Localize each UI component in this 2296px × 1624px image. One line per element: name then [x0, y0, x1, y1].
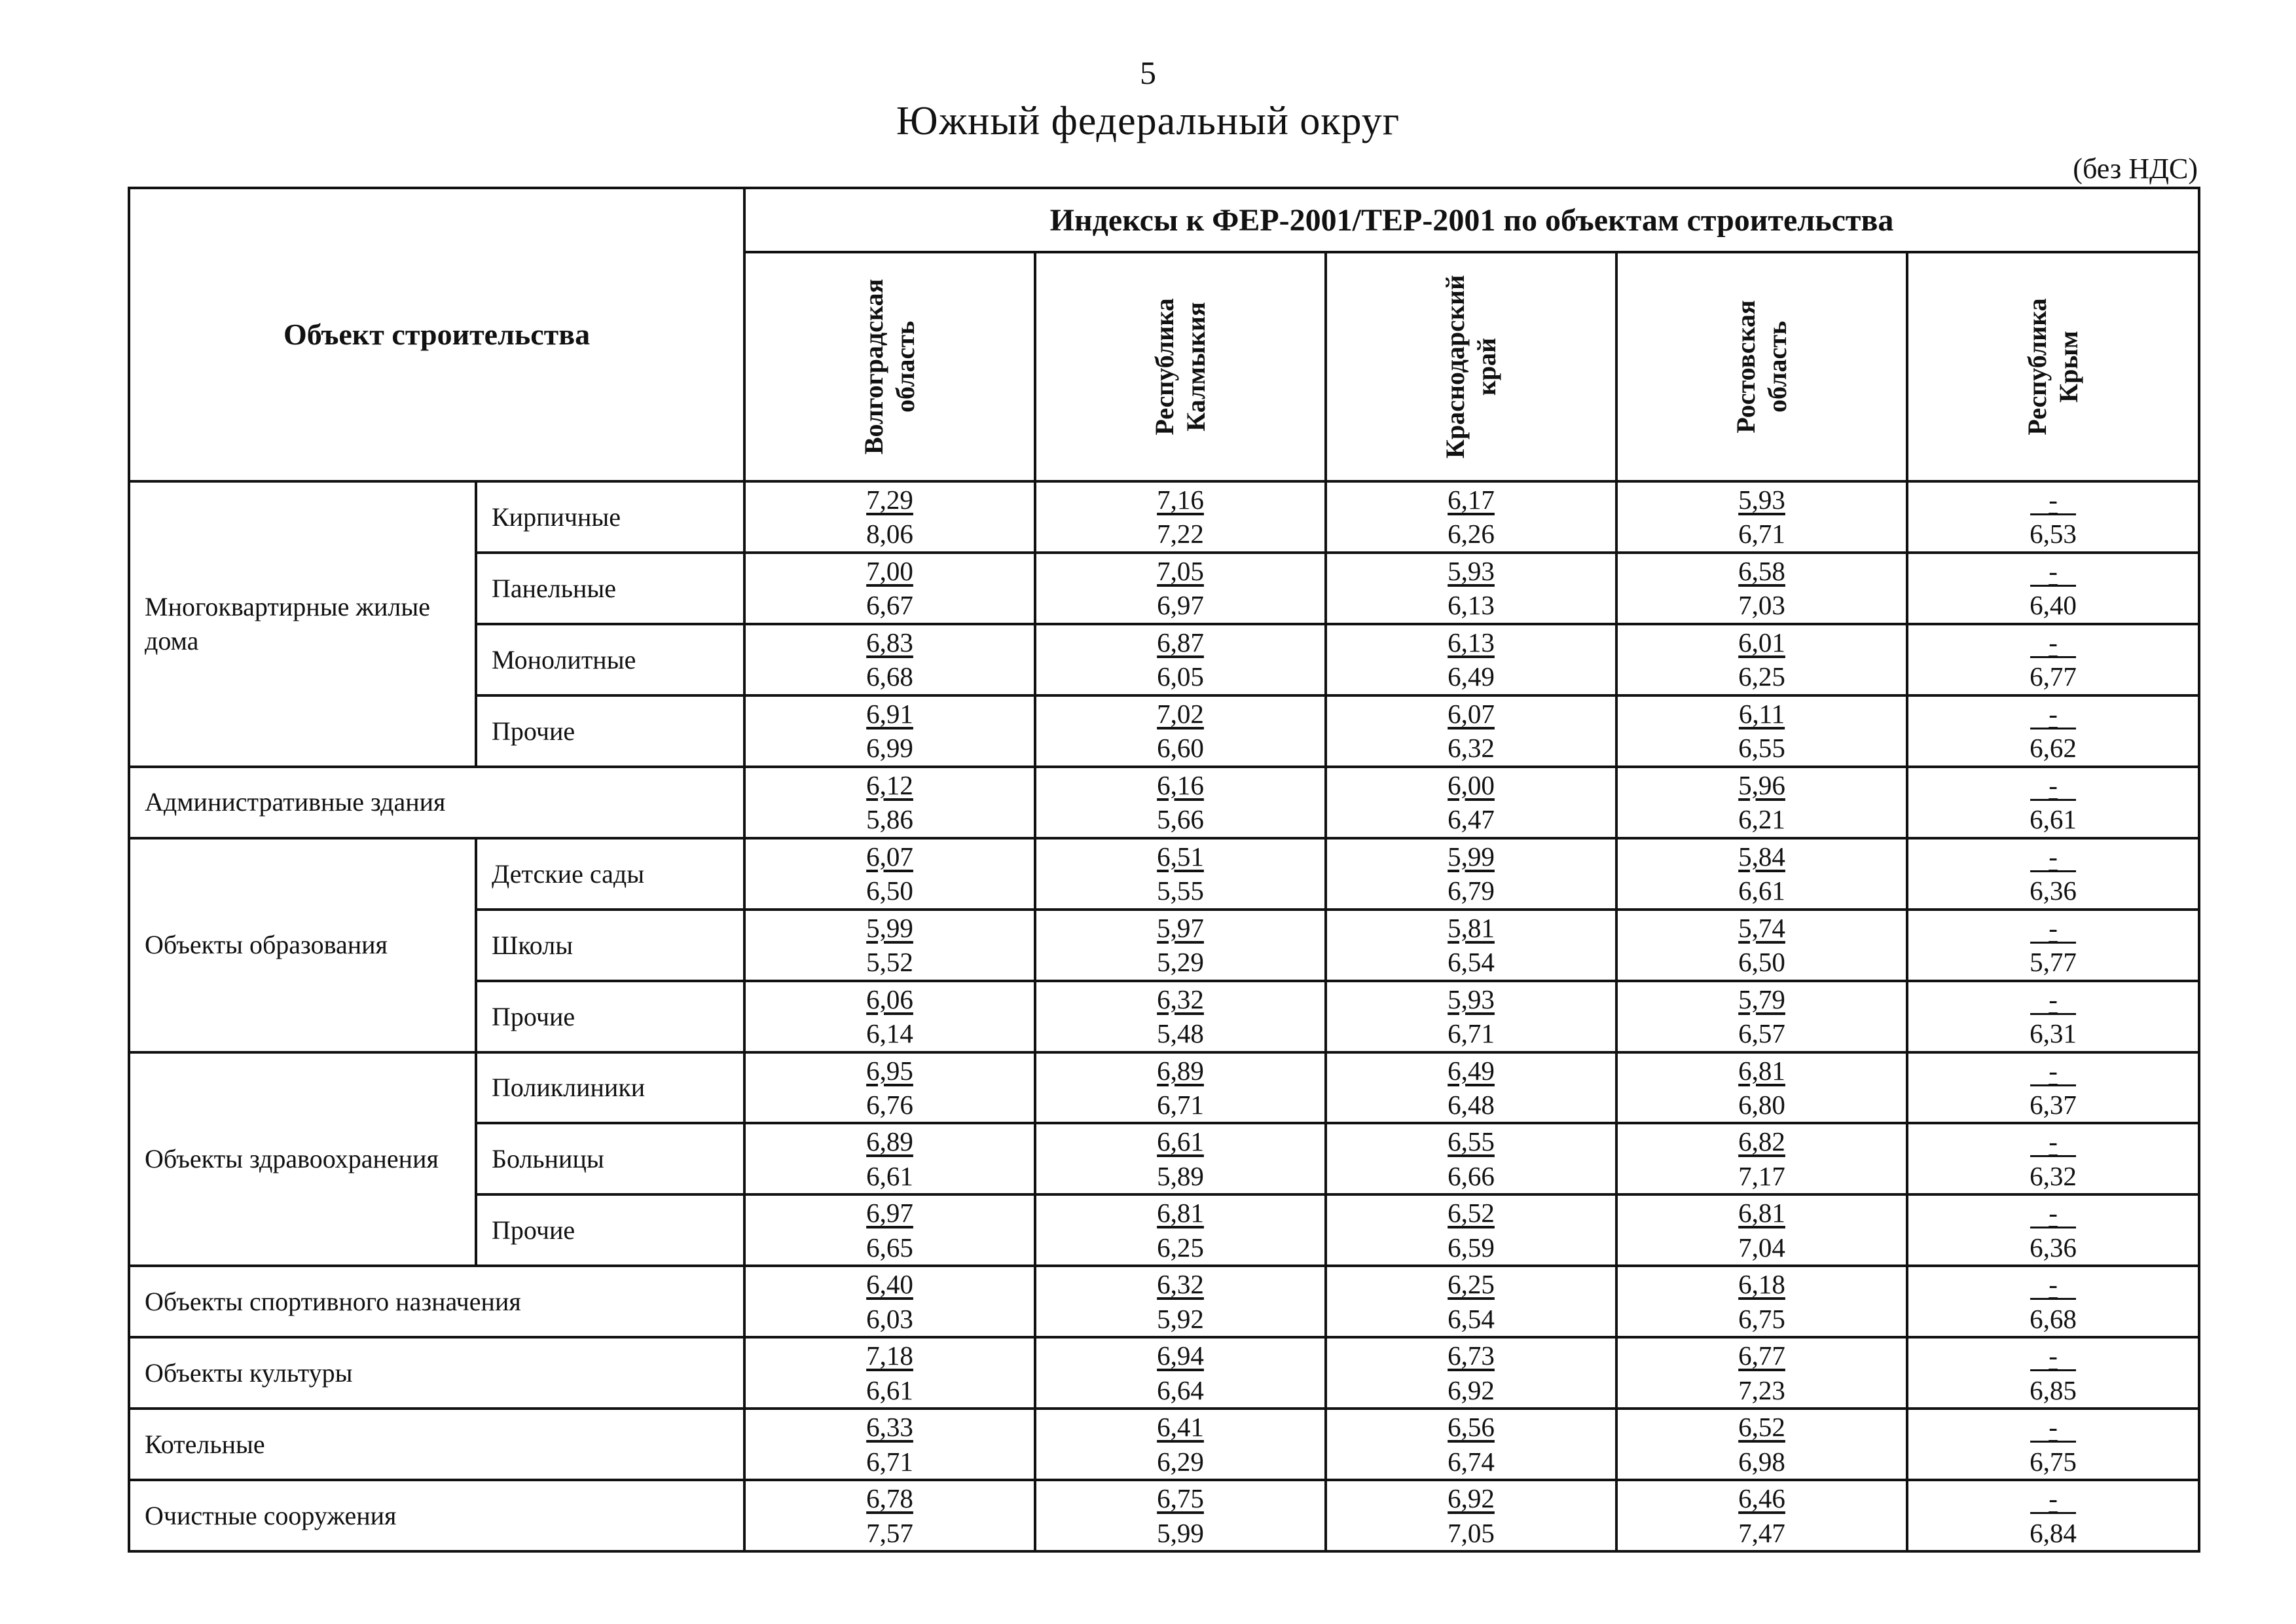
object-subtype-label: Детские сады	[476, 838, 744, 910]
index-cell	[744, 838, 1035, 910]
index-cell	[1616, 838, 1907, 910]
index-ter-value: 6,98	[1738, 1446, 1785, 1477]
index-cell	[1616, 553, 1907, 624]
index-cell	[1616, 1480, 1907, 1551]
index-ter-value: 6,65	[866, 1232, 913, 1263]
index-fer-value: 6,41	[1157, 1412, 1204, 1443]
index-cell	[1326, 838, 1616, 910]
index-ter-value: 6,68	[866, 661, 913, 692]
index-cell	[1907, 1337, 2199, 1409]
index-fer-value: 6,81	[1738, 1055, 1785, 1086]
index-cell	[1907, 981, 2199, 1052]
index-ter-value: 7,03	[1738, 590, 1785, 621]
index-fer-value: 6,40	[866, 1269, 913, 1300]
table-row	[129, 1266, 2199, 1337]
index-ter-value: 6,61	[1738, 876, 1785, 906]
index-ter-value: 6,61	[866, 1375, 913, 1405]
index-fer-value: 6,55	[1448, 1126, 1495, 1157]
index-fer-value: 7,16	[1157, 485, 1204, 515]
indices-table	[128, 187, 2200, 1553]
index-ter-value: 7,04	[1738, 1232, 1785, 1263]
index-fer-value: -	[2030, 1485, 2076, 1514]
table-row	[129, 1409, 2199, 1480]
index-ter-value: 8,06	[866, 519, 913, 549]
object-subtype-label: Поликлиники	[476, 1052, 744, 1124]
index-fer-value: 6,78	[866, 1483, 913, 1514]
object-group-label: Котельные	[129, 1409, 744, 1480]
index-cell	[1907, 1194, 2199, 1266]
index-fer-value: 6,89	[866, 1126, 913, 1157]
index-ter-value: 7,05	[1448, 1517, 1495, 1548]
index-cell	[1616, 767, 1907, 838]
index-fer-value: 7,18	[866, 1340, 913, 1371]
index-cell	[744, 1123, 1035, 1194]
index-fer-value: 6,17	[1448, 485, 1495, 515]
index-ter-value: 6,61	[866, 1160, 913, 1191]
index-cell	[1616, 1337, 1907, 1409]
object-group-label: Объекты культуры	[129, 1337, 744, 1409]
object-group-label: Объекты здравоохранения	[129, 1052, 476, 1266]
index-ter-value: 6,36	[2030, 1232, 2077, 1263]
index-fer-value: 6,07	[866, 841, 913, 872]
index-cell	[1035, 1337, 1326, 1409]
index-fer-value: 6,91	[866, 698, 913, 729]
index-ter-value: 6,67	[866, 590, 913, 621]
index-cell	[1326, 1123, 1616, 1194]
indices-header: Индексы к ФЕР-2001/ТЕР-2001 по объектам строительства	[744, 188, 2199, 252]
index-ter-value: 6,74	[1448, 1446, 1495, 1477]
index-cell	[1907, 1480, 2199, 1551]
region-label: Ростовская область	[1731, 300, 1793, 434]
index-ter-value: 6,80	[1738, 1089, 1785, 1120]
index-fer-value: 5,84	[1738, 841, 1785, 872]
index-ter-value: 5,89	[1157, 1160, 1204, 1191]
index-ter-value: 6,50	[1738, 947, 1785, 978]
index-fer-value: 6,56	[1448, 1412, 1495, 1443]
index-ter-value: 6,03	[866, 1303, 913, 1334]
index-ter-value: 6,64	[1157, 1375, 1204, 1405]
index-fer-value: 6,58	[1738, 555, 1785, 586]
index-fer-value: 6,83	[866, 627, 913, 657]
index-cell	[1907, 553, 2199, 624]
index-fer-value: 6,61	[1157, 1126, 1204, 1157]
index-fer-value: 7,02	[1157, 698, 1204, 729]
index-ter-value: 6,50	[866, 876, 913, 906]
index-cell	[1616, 1266, 1907, 1337]
index-fer-value: 6,81	[1157, 1198, 1204, 1228]
index-cell	[1326, 624, 1616, 695]
index-ter-value: 5,77	[2030, 947, 2077, 978]
index-fer-value: 5,79	[1738, 984, 1785, 1014]
index-cell	[1035, 981, 1326, 1052]
index-fer-value: -	[2030, 843, 2076, 872]
index-ter-value: 6,54	[1448, 1303, 1495, 1334]
index-ter-value: 6,55	[1738, 733, 1785, 764]
index-cell	[1616, 1409, 1907, 1480]
index-fer-value: 6,12	[866, 769, 913, 800]
object-subtype-label: Прочие	[476, 1194, 744, 1266]
index-cell	[1616, 695, 1907, 767]
object-header: Объект строительства	[129, 188, 744, 481]
index-ter-value: 6,62	[2030, 733, 2077, 764]
index-cell	[1616, 1052, 1907, 1124]
index-fer-value: 6,07	[1448, 698, 1495, 729]
index-cell	[1035, 767, 1326, 838]
index-ter-value: 6,47	[1448, 804, 1495, 835]
index-cell	[744, 1194, 1035, 1266]
index-cell	[1326, 553, 1616, 624]
object-subtype-label: Прочие	[476, 981, 744, 1052]
index-ter-value: 6,84	[2030, 1517, 2077, 1548]
index-cell	[744, 553, 1035, 624]
index-fer-value: 6,06	[866, 984, 913, 1014]
index-ter-value: 6,97	[1157, 590, 1204, 621]
index-fer-value: -	[2030, 701, 2076, 729]
index-cell	[744, 1266, 1035, 1337]
index-ter-value: 6,79	[1448, 876, 1495, 906]
index-ter-value: 6,32	[2030, 1160, 2077, 1191]
index-ter-value: 7,57	[866, 1517, 913, 1548]
index-ter-value: 6,76	[866, 1089, 913, 1120]
index-ter-value: 6,77	[2030, 661, 2077, 692]
index-ter-value: 6,25	[1157, 1232, 1204, 1263]
index-cell	[1035, 1052, 1326, 1124]
index-cell	[1326, 767, 1616, 838]
index-ter-value: 5,48	[1157, 1018, 1204, 1049]
index-ter-value: 5,86	[866, 804, 913, 835]
index-fer-value: -	[2030, 1128, 2076, 1157]
object-subtype-label: Школы	[476, 910, 744, 981]
index-ter-value: 6,99	[866, 733, 913, 764]
index-ter-value: 6,25	[1738, 661, 1785, 692]
index-cell	[1326, 1480, 1616, 1551]
index-cell	[1907, 767, 2199, 838]
index-ter-value: 6,37	[2030, 1089, 2077, 1120]
index-cell	[1616, 1194, 1907, 1266]
index-cell	[1326, 695, 1616, 767]
index-fer-value: 6,52	[1448, 1198, 1495, 1228]
region-label: Республика Крым	[2022, 298, 2084, 435]
page-title: Южный федеральный округ	[896, 99, 1400, 143]
index-cell	[1616, 624, 1907, 695]
index-fer-value: -	[2030, 1058, 2076, 1086]
index-cell	[744, 767, 1035, 838]
index-fer-value: 5,93	[1738, 485, 1785, 515]
index-cell	[1326, 481, 1616, 553]
region-header	[1907, 252, 2199, 481]
index-fer-value: 6,25	[1448, 1269, 1495, 1300]
index-fer-value: 5,81	[1448, 912, 1495, 943]
index-ter-value: 6,66	[1448, 1160, 1495, 1191]
index-fer-value: 6,52	[1738, 1412, 1785, 1443]
index-fer-value: 6,11	[1738, 698, 1785, 729]
object-subtype-label: Панельные	[476, 553, 744, 624]
index-cell	[744, 910, 1035, 981]
index-fer-value: 6,77	[1738, 1340, 1785, 1371]
index-fer-value: 5,99	[866, 912, 913, 943]
index-cell	[1035, 1194, 1326, 1266]
index-ter-value: 6,14	[866, 1018, 913, 1049]
index-ter-value: 7,47	[1738, 1517, 1785, 1548]
page-number: 5	[1140, 54, 1156, 91]
object-subtype-label: Монолитные	[476, 624, 744, 695]
index-fer-value: -	[2030, 487, 2076, 515]
index-ter-value: 6,40	[2030, 590, 2077, 621]
index-fer-value: 5,93	[1448, 984, 1495, 1014]
index-cell	[1326, 1052, 1616, 1124]
index-fer-value: 6,51	[1157, 841, 1204, 872]
index-fer-value: 6,81	[1738, 1198, 1785, 1228]
index-cell	[1035, 624, 1326, 695]
index-ter-value: 6,53	[2030, 519, 2077, 549]
index-cell	[1035, 553, 1326, 624]
index-fer-value: 6,33	[866, 1412, 913, 1443]
region-header	[744, 252, 1035, 481]
object-group-label: Объекты образования	[129, 838, 476, 1052]
index-fer-value: -	[2030, 558, 2076, 587]
index-cell	[1035, 910, 1326, 981]
object-group-label: Объекты спортивного назначения	[129, 1266, 744, 1337]
index-ter-value: 6,59	[1448, 1232, 1495, 1263]
index-cell	[1907, 838, 2199, 910]
index-cell	[1907, 1123, 2199, 1194]
index-fer-value: 5,97	[1157, 912, 1204, 943]
index-ter-value: 6,57	[1738, 1018, 1785, 1049]
index-ter-value: 5,92	[1157, 1303, 1204, 1334]
index-fer-value: 6,49	[1448, 1055, 1495, 1086]
index-ter-value: 6,60	[1157, 733, 1204, 764]
index-cell	[1326, 910, 1616, 981]
object-subtype-label: Прочие	[476, 695, 744, 767]
index-fer-value: 6,94	[1157, 1340, 1204, 1371]
object-group-label: Многоквартирные жилые дома	[129, 481, 476, 767]
index-cell	[744, 981, 1035, 1052]
index-cell	[1326, 1266, 1616, 1337]
index-ter-value: 7,22	[1157, 519, 1204, 549]
index-fer-value: -	[2030, 1200, 2076, 1228]
index-fer-value: -	[2030, 629, 2076, 658]
index-cell	[1907, 1052, 2199, 1124]
index-cell	[1035, 1123, 1326, 1194]
index-ter-value: 5,99	[1157, 1517, 1204, 1548]
index-fer-value: -	[2030, 772, 2076, 801]
index-fer-value: 7,29	[866, 485, 913, 515]
index-cell	[1616, 481, 1907, 553]
index-fer-value: 6,82	[1738, 1126, 1785, 1157]
index-cell	[744, 624, 1035, 695]
index-ter-value: 5,55	[1157, 876, 1204, 906]
index-cell	[1907, 910, 2199, 981]
index-cell	[1907, 624, 2199, 695]
table-row	[129, 838, 2199, 910]
table-row	[129, 1337, 2199, 1409]
table-row	[129, 1052, 2199, 1124]
index-cell	[1326, 1194, 1616, 1266]
object-group-label: Административные здания	[129, 767, 744, 838]
index-cell	[1907, 481, 2199, 553]
index-ter-value: 6,13	[1448, 590, 1495, 621]
index-ter-value: 6,05	[1157, 661, 1204, 692]
index-cell	[1326, 981, 1616, 1052]
index-ter-value: 5,66	[1157, 804, 1204, 835]
index-cell	[1035, 838, 1326, 910]
index-fer-value: 6,46	[1738, 1483, 1785, 1514]
index-cell	[1616, 910, 1907, 981]
index-ter-value: 6,85	[2030, 1375, 2077, 1405]
index-cell	[1616, 1123, 1907, 1194]
object-subtype-label: Больницы	[476, 1123, 744, 1194]
index-ter-value: 5,52	[866, 947, 913, 978]
index-ter-value: 6,29	[1157, 1446, 1204, 1477]
index-cell	[744, 1480, 1035, 1551]
index-fer-value: 6,32	[1157, 1269, 1204, 1300]
index-cell	[1326, 1409, 1616, 1480]
index-fer-value: 7,00	[866, 555, 913, 586]
index-fer-value: 6,00	[1448, 769, 1495, 800]
index-ter-value: 6,26	[1448, 519, 1495, 549]
index-fer-value: 6,89	[1157, 1055, 1204, 1086]
object-group-label: Очистные сооружения	[129, 1480, 744, 1551]
region-header	[1035, 252, 1326, 481]
index-fer-value: 6,95	[866, 1055, 913, 1086]
index-ter-value: 6,48	[1448, 1089, 1495, 1120]
index-ter-value: 6,32	[1448, 733, 1495, 764]
index-ter-value: 6,75	[2030, 1446, 2077, 1477]
index-fer-value: -	[2030, 1414, 2076, 1443]
index-ter-value: 6,21	[1738, 804, 1785, 835]
index-ter-value: 6,71	[1157, 1089, 1204, 1120]
index-cell	[1907, 695, 2199, 767]
index-ter-value: 6,31	[2030, 1018, 2077, 1049]
index-cell	[1907, 1266, 2199, 1337]
index-cell	[1035, 1480, 1326, 1551]
index-cell	[1035, 1266, 1326, 1337]
region-label: Республика Калмыкия	[1150, 298, 1211, 435]
index-cell	[1035, 695, 1326, 767]
index-ter-value: 5,29	[1157, 947, 1204, 978]
index-fer-value: 6,92	[1448, 1483, 1495, 1514]
index-ter-value: 6,54	[1448, 947, 1495, 978]
index-cell	[1907, 1409, 2199, 1480]
index-fer-value: 6,75	[1157, 1483, 1204, 1514]
index-ter-value: 7,23	[1738, 1375, 1785, 1405]
table-row	[129, 767, 2199, 838]
index-fer-value: 5,99	[1448, 841, 1495, 872]
index-cell	[1035, 481, 1326, 553]
index-fer-value: -	[2030, 1271, 2076, 1300]
region-label: Волгоградская область	[859, 278, 920, 455]
index-fer-value: 6,16	[1157, 769, 1204, 800]
index-ter-value: 6,92	[1448, 1375, 1495, 1405]
index-fer-value: 7,05	[1157, 555, 1204, 586]
index-fer-value: 5,93	[1448, 555, 1495, 586]
index-cell	[1326, 1337, 1616, 1409]
region-header	[1616, 252, 1907, 481]
index-fer-value: -	[2030, 986, 2076, 1015]
vat-note: (без НДС)	[2073, 153, 2198, 185]
index-ter-value: 6,71	[1738, 519, 1785, 549]
index-fer-value: 6,87	[1157, 627, 1204, 657]
index-cell	[744, 481, 1035, 553]
index-fer-value: 6,13	[1448, 627, 1495, 657]
index-ter-value: 6,68	[2030, 1303, 2077, 1334]
index-ter-value: 6,71	[866, 1446, 913, 1477]
index-cell	[1616, 981, 1907, 1052]
index-ter-value: 6,75	[1738, 1303, 1785, 1334]
index-cell	[1035, 1409, 1326, 1480]
region-header	[1326, 252, 1616, 481]
index-ter-value: 6,71	[1448, 1018, 1495, 1049]
index-ter-value: 6,49	[1448, 661, 1495, 692]
index-fer-value: -	[2030, 915, 2076, 944]
index-fer-value: 6,97	[866, 1198, 913, 1228]
index-ter-value: 6,36	[2030, 876, 2077, 906]
index-fer-value: 6,32	[1157, 984, 1204, 1014]
table-row	[129, 481, 2199, 553]
table-row	[129, 1480, 2199, 1551]
object-subtype-label: Кирпичные	[476, 481, 744, 553]
index-cell	[744, 695, 1035, 767]
index-cell	[744, 1052, 1035, 1124]
index-fer-value: 6,73	[1448, 1340, 1495, 1371]
region-label: Краснодарский край	[1440, 274, 1502, 459]
index-fer-value: -	[2030, 1342, 2076, 1371]
index-cell	[744, 1409, 1035, 1480]
index-fer-value: 5,96	[1738, 769, 1785, 800]
index-fer-value: 5,74	[1738, 912, 1785, 943]
index-fer-value: 6,01	[1738, 627, 1785, 657]
index-ter-value: 7,17	[1738, 1160, 1785, 1191]
index-fer-value: 6,18	[1738, 1269, 1785, 1300]
index-cell	[744, 1337, 1035, 1409]
index-ter-value: 6,61	[2030, 804, 2077, 835]
